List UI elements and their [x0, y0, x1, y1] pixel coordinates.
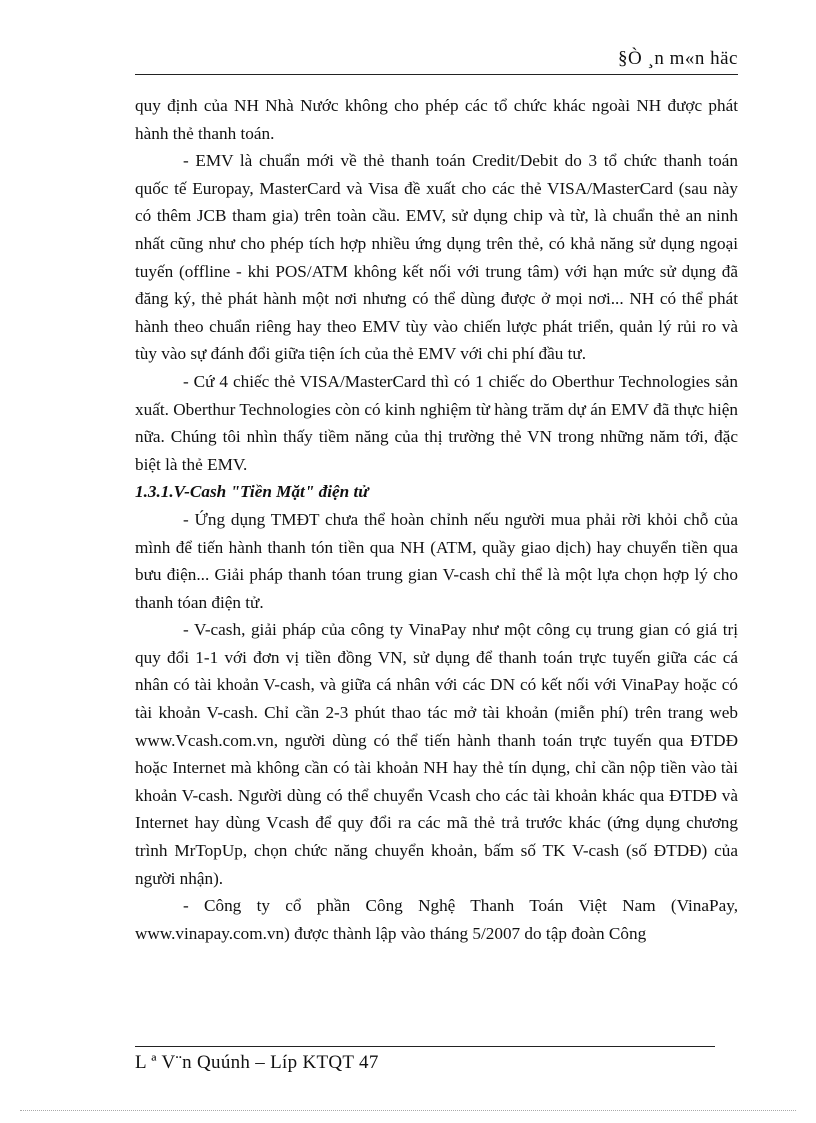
- section-heading-vcash: 1.3.1.V-Cash "Tiền Mặt" điện tử: [135, 482, 369, 502]
- header-divider: [135, 74, 738, 75]
- page-header-title: §Ò ¸n m«n häc: [618, 48, 738, 69]
- footer-divider: [135, 1046, 715, 1047]
- paragraph-oberthur: - Cứ 4 chiếc thẻ VISA/MasterCard thì có 1 chiếc do Oberthur Technologies sản xuất. Oberthur Technologies còn có kinh nghiệm từ hàng trăm dự án EMV đã thực hiện nữa. Chúng tôi nhìn thấy tiềm năng của thị trường thẻ VN trong những năm tới, đặc biệt là thẻ EMV.: [135, 371, 738, 474]
- paragraph-vcash-solution: - V-cash, giải pháp của công ty VinaPay như một công cụ trung gian có giá trị quy đổi 1-1 với đơn vị tiền đồng VN, sử dụng để thanh toán trực tuyến giữa các cá nhân có tài khoản V-cash, và giữa cá nhân với các DN có kết nối với VinaPay hoặc có tài khoản V-cash. Chỉ cần 2-3 phút thao tác mở tài khoản (miễn phí) trên trang web www.Vcash.com.vn, người dùng có thể tiến hành thanh toán trực tuyến qua ĐTDĐ hoặc Internet mà không cần có tài khoản NH hay thẻ tín dụng, chỉ cần nộp tiền vào tài khoản V-cash. Người dùng có thể chuyển Vcash cho các tài khoản khác qua ĐTDĐ và Internet hay dùng Vcash để quy đổi ra các mã thẻ trả trước khác (ứng dụng chương trình MrTopUp, chọn chức năng chuyển khoản, bấm số TK V-cash (số ĐTDĐ) của người nhận).: [135, 620, 738, 888]
- paragraph-tmdt: - Ứng dụng TMĐT chưa thể hoàn chỉnh nếu người mua phải rời khỏi chỗ của mình để tiến hành thanh tón tiền qua NH (ATM, quầy giao dịch) hay chuyển tiền qua bưu điện... Giải pháp thanh tóan trung gian V-cash chỉ thể là một lựa chọn hợp lý cho thanh tóan điện tử.: [135, 509, 738, 612]
- paragraph-vinapay-company: - Công ty cổ phần Công Nghệ Thanh Toán Việt Nam (VinaPay, www.vinapay.com.vn) được thành lập vào tháng 5/2007 do tập đoàn Công: [135, 896, 738, 943]
- paragraph-emv: - EMV là chuẩn mới về thẻ thanh toán Credit/Debit do 3 tổ chức thanh toán quốc tế Europay, MasterCard và Visa đề xuất cho các thẻ VISA/MasterCard (sau này có thêm JCB tham gia) trên toàn cầu. EMV, sử dụng chip và từ, là chuẩn thẻ an ninh nhất cũng như cho phép tích hợp nhiều ứng dụng trên thẻ, có khả năng sử dụng ngoại tuyến (offline - khi POS/ATM không kết nối với trung tâm) với hạn mức sử dụng đã đăng ký, thẻ phát hành một nơi nhưng có thể dùng được ở mọi nơi... NH có thể phát hành theo chuẩn riêng hay theo EMV tùy vào chiến lược phát triển, quản lý rủi ro và tùy vào sự đánh đổi giữa tiện ích của thẻ EMV với chi phí đầu tư.: [135, 151, 738, 364]
- paragraph-continuation: quy định của NH Nhà Nước không cho phép các tổ chức khác ngoài NH được phát hành thẻ thanh toán.: [135, 96, 738, 143]
- document-body: [135, 92, 738, 947]
- footer-author: L ª V¨n Quúnh – Líp KTQT 47: [135, 1052, 379, 1073]
- page-bottom-border: [20, 1110, 796, 1111]
